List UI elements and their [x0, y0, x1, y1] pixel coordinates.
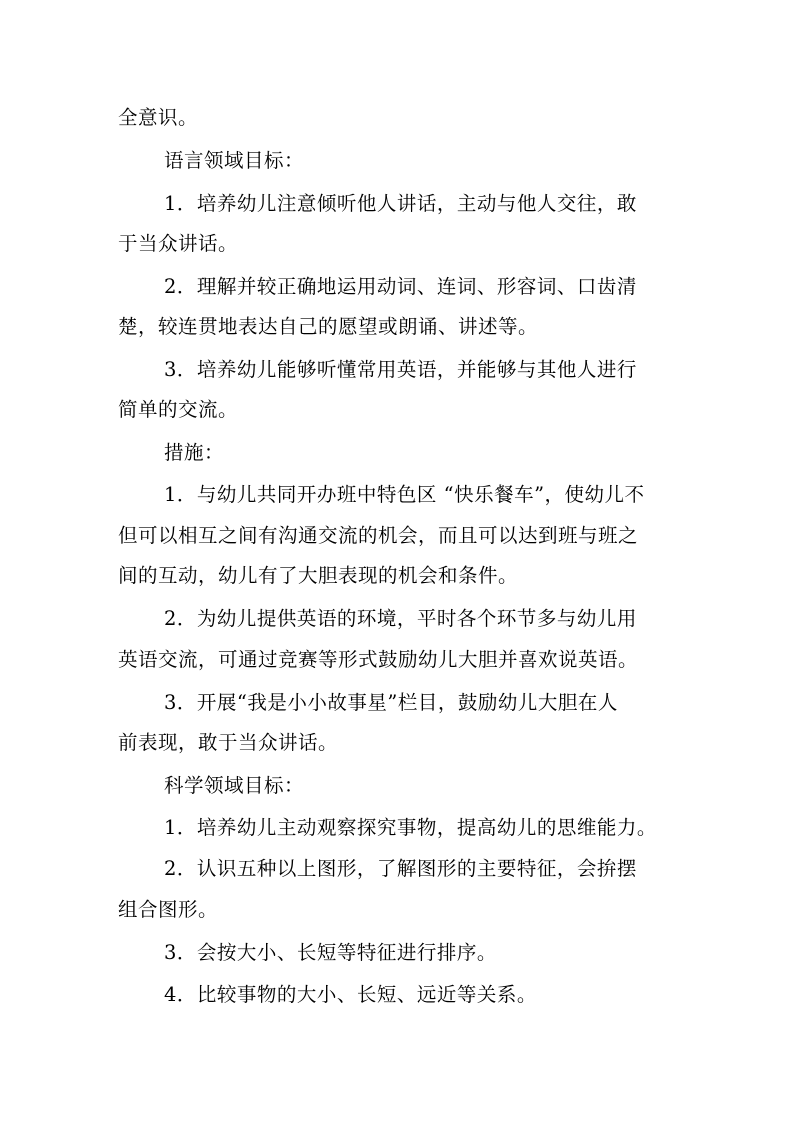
section-heading-language: 语言领域目标： — [164, 149, 305, 172]
text-line: 4．比较事物的大小、长短、远近等关系。 — [164, 983, 537, 1006]
text-line: 2．认识五种以上图形，了解图形的主要特征，会拚摆 — [164, 857, 637, 880]
text-line: 1．与幼儿共同开办班中特色区 “快乐餐车”，使幼儿不 — [164, 483, 645, 506]
text-line: 2．理解并较正确地运用动词、连词、形容词、口齿清 — [164, 275, 637, 298]
section-heading-measures: 措施： — [164, 441, 225, 464]
text-line: 3．培养幼儿能够听懂常用英语，并能够与其他人进行 — [164, 358, 637, 381]
text-line: 2．为幼儿提供英语的环境，平时各个环节多与幼儿用 — [164, 607, 637, 630]
text-line: 英语交流，可通过竞赛等形式鼓励幼儿大胆并喜欢说英语。 — [118, 648, 639, 671]
text-line: 组合图形。 — [118, 898, 219, 921]
text-line: 简单的交流。 — [118, 398, 239, 421]
text-line: 1．培养幼儿主动观察探究事物，提高幼儿的思维能力。 — [164, 816, 657, 839]
text-line: 楚，较连贯地表达自己的愿望或朗诵、讲述等。 — [118, 315, 539, 338]
text-line: 前表现，敢于当众讲话。 — [118, 731, 339, 754]
text-line: 间的互动，幼儿有了大胆表现的机会和条件。 — [118, 564, 519, 587]
text-line: 全意识。 — [118, 106, 199, 129]
text-line: 3．会按大小、长短等特征进行排序。 — [164, 941, 497, 964]
text-line: 但可以相互之间有沟通交流的机会，而且可以达到班与班之 — [118, 524, 639, 547]
text-line: 1．培养幼儿注意倾听他人讲话，主动与他人交往，敢 — [164, 192, 637, 215]
text-line: 3．开展“我是小小故事星”栏目，鼓励幼儿大胆在人 — [164, 691, 618, 714]
text-line: 于当众讲话。 — [118, 232, 239, 255]
section-heading-science: 科学领域目标： — [164, 774, 305, 797]
